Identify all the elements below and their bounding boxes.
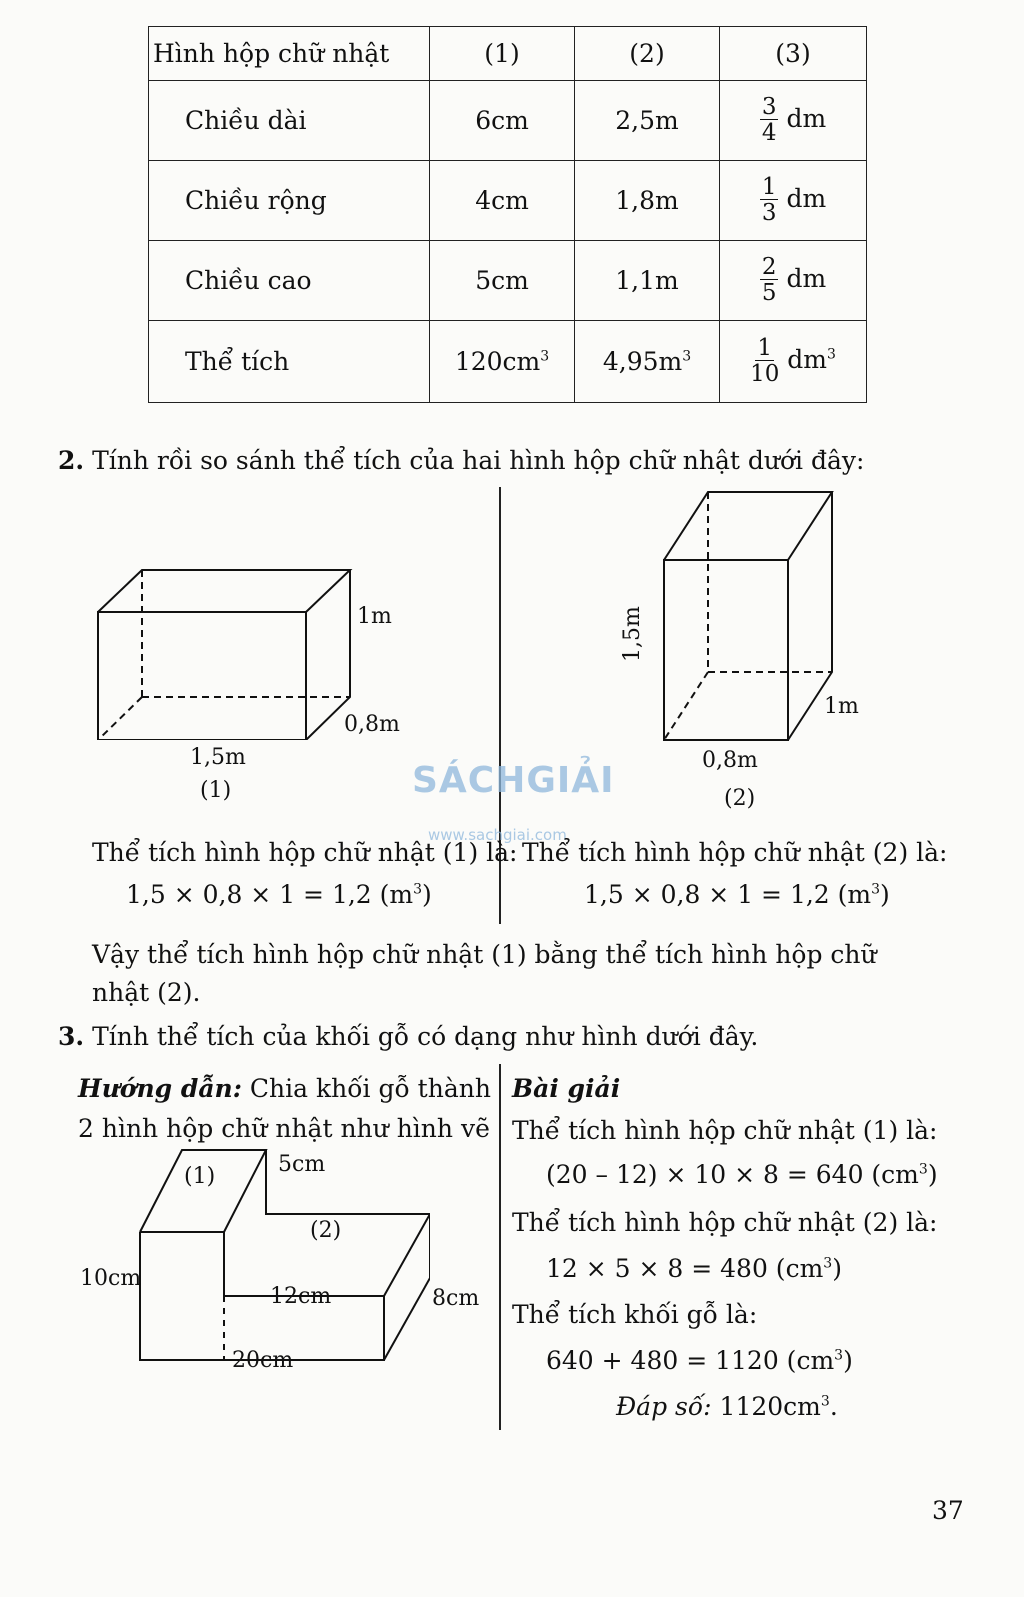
dim-20cm-label: 20cm [232, 1348, 294, 1373]
wood-block-figure [130, 1146, 430, 1366]
box-2-volume-title: Thể tích hình hộp chữ nhật (2) là: [522, 838, 948, 867]
conclusion-line-2: nhật (2). [92, 978, 201, 1007]
box-2-width-label: 1m [824, 694, 859, 719]
box-1-caption: (1) [200, 778, 232, 803]
answer-line: Đáp số: $1120cm^3$. [616, 1392, 838, 1421]
exercise-3-prompt [58, 1022, 758, 1051]
table-header-row [149, 27, 867, 81]
cell: $\frac{3}{4}$ dm [720, 81, 867, 161]
box-1-width-label: 0,8m [344, 712, 400, 737]
cell: 5cm [430, 241, 575, 321]
fraction: $\frac{3}{4}$ [761, 94, 777, 146]
block-1-top [140, 1150, 266, 1232]
cell: 1,8m [575, 161, 720, 241]
dim-12cm-label: 12cm [270, 1284, 332, 1309]
solution-step-2-title: Thể tích hình hộp chữ nhật (2) là: [512, 1208, 938, 1237]
table-row [149, 321, 867, 403]
cell: $\frac{1}{3}$ dm [720, 161, 867, 241]
header-cell: (3) [720, 27, 867, 81]
volume-table [148, 26, 867, 403]
box-2-volume-calc: 1,5 × 0,8 × 1 = 1,2 $(m^3)$ [584, 880, 890, 909]
fraction: $\frac{2}{5}$ [761, 254, 777, 306]
header-cell: Hình hộp chữ nhật [149, 27, 430, 81]
solution-step-3-title: Thể tích khối gỗ là: [512, 1300, 758, 1329]
row-label: Chiều dài [149, 81, 430, 161]
box-1-hidden-edge [98, 697, 142, 740]
cell: 6cm [430, 81, 575, 161]
solution-heading: Bài giải [512, 1074, 621, 1103]
table-row [149, 81, 867, 161]
exercise-2-prompt [58, 446, 864, 475]
cell: 1,1m [575, 241, 720, 321]
cell: 2,5m [575, 81, 720, 161]
conclusion-line-1: Vậy thể tích hình hộp chữ nhật (1) bằng thể tích hình hộp chữ [92, 940, 877, 969]
column-divider [499, 1064, 501, 1430]
row-label: Chiều rộng [149, 161, 430, 241]
row-label: Chiều cao [149, 241, 430, 321]
box-1-front-face [98, 612, 306, 740]
cell: $\frac{1}{10}$ $dm^3$ [720, 321, 867, 403]
box-1-volume-calc: 1,5 × 0,8 × 1 = 1,2 $(m^3)$ [126, 880, 432, 909]
cell: 4cm [430, 161, 575, 241]
header-cell: (1) [430, 27, 575, 81]
hint-line-1: Hướng dẫn: Chia khối gỗ thành [78, 1074, 491, 1103]
exercise-number: 3. [58, 1022, 85, 1051]
dim-5cm-label: 5cm [278, 1152, 326, 1177]
block-1-label: (1) [184, 1164, 216, 1189]
box-2-length-label: 0,8m [702, 748, 758, 773]
exercise-number: 2. [58, 446, 85, 475]
hint-line-2: 2 hình hộp chữ nhật như hình vẽ [78, 1114, 490, 1143]
box-2-top-face [664, 492, 832, 560]
box-2-height-label: 1,5m [620, 606, 645, 662]
cell: $120cm^3$ [430, 321, 575, 403]
dim-10cm-label: 10cm [80, 1266, 142, 1291]
dim-8cm-label: 8cm [432, 1286, 480, 1311]
box-1-volume-title: Thể tích hình hộp chữ nhật (1) là: [92, 838, 518, 867]
exercise-text: Tính rồi so sánh thể tích của hai hình hộp chữ nhật dưới đây: [92, 446, 865, 475]
watermark-logo: SÁCHGIẢI [412, 760, 615, 801]
box-2-figure [660, 488, 840, 748]
row-label: Thể tích [149, 321, 430, 403]
exercise-text: Tính thể tích của khối gỗ có dạng như hình dưới đây. [92, 1022, 759, 1051]
box-1-height-label: 1m [357, 604, 392, 629]
table-row [149, 161, 867, 241]
solution-step-1-title: Thể tích hình hộp chữ nhật (1) là: [512, 1116, 938, 1145]
table-row [149, 241, 867, 321]
page-number: 37 [932, 1496, 964, 1525]
block-front-face [140, 1232, 384, 1360]
cell: $4,95m^3$ [575, 321, 720, 403]
solution-step-2-calc: 12 × 5 × 8 = 480 $(cm^3)$ [546, 1254, 842, 1283]
solution-step-3-calc: 640 + 480 = 1120 $(cm^3)$ [546, 1346, 853, 1375]
box-2-hidden-edge [664, 672, 708, 740]
box-1-length-label: 1,5m [190, 745, 246, 770]
fraction: $\frac{1}{3}$ [761, 174, 777, 226]
cell: $\frac{2}{5}$ dm [720, 241, 867, 321]
box-2-caption: (2) [724, 786, 756, 811]
fraction: $\frac{1}{10}$ [750, 335, 780, 387]
box-1-top-face [98, 570, 350, 612]
header-cell: (2) [575, 27, 720, 81]
block-right-bottom-edge [384, 1278, 430, 1360]
watermark-url: www.sachgiai.com [428, 826, 567, 844]
solution-step-1-calc: (20 – 12) × 10 × 8 = 640 $(cm^3)$ [546, 1160, 938, 1189]
block-2-label: (2) [310, 1218, 342, 1243]
